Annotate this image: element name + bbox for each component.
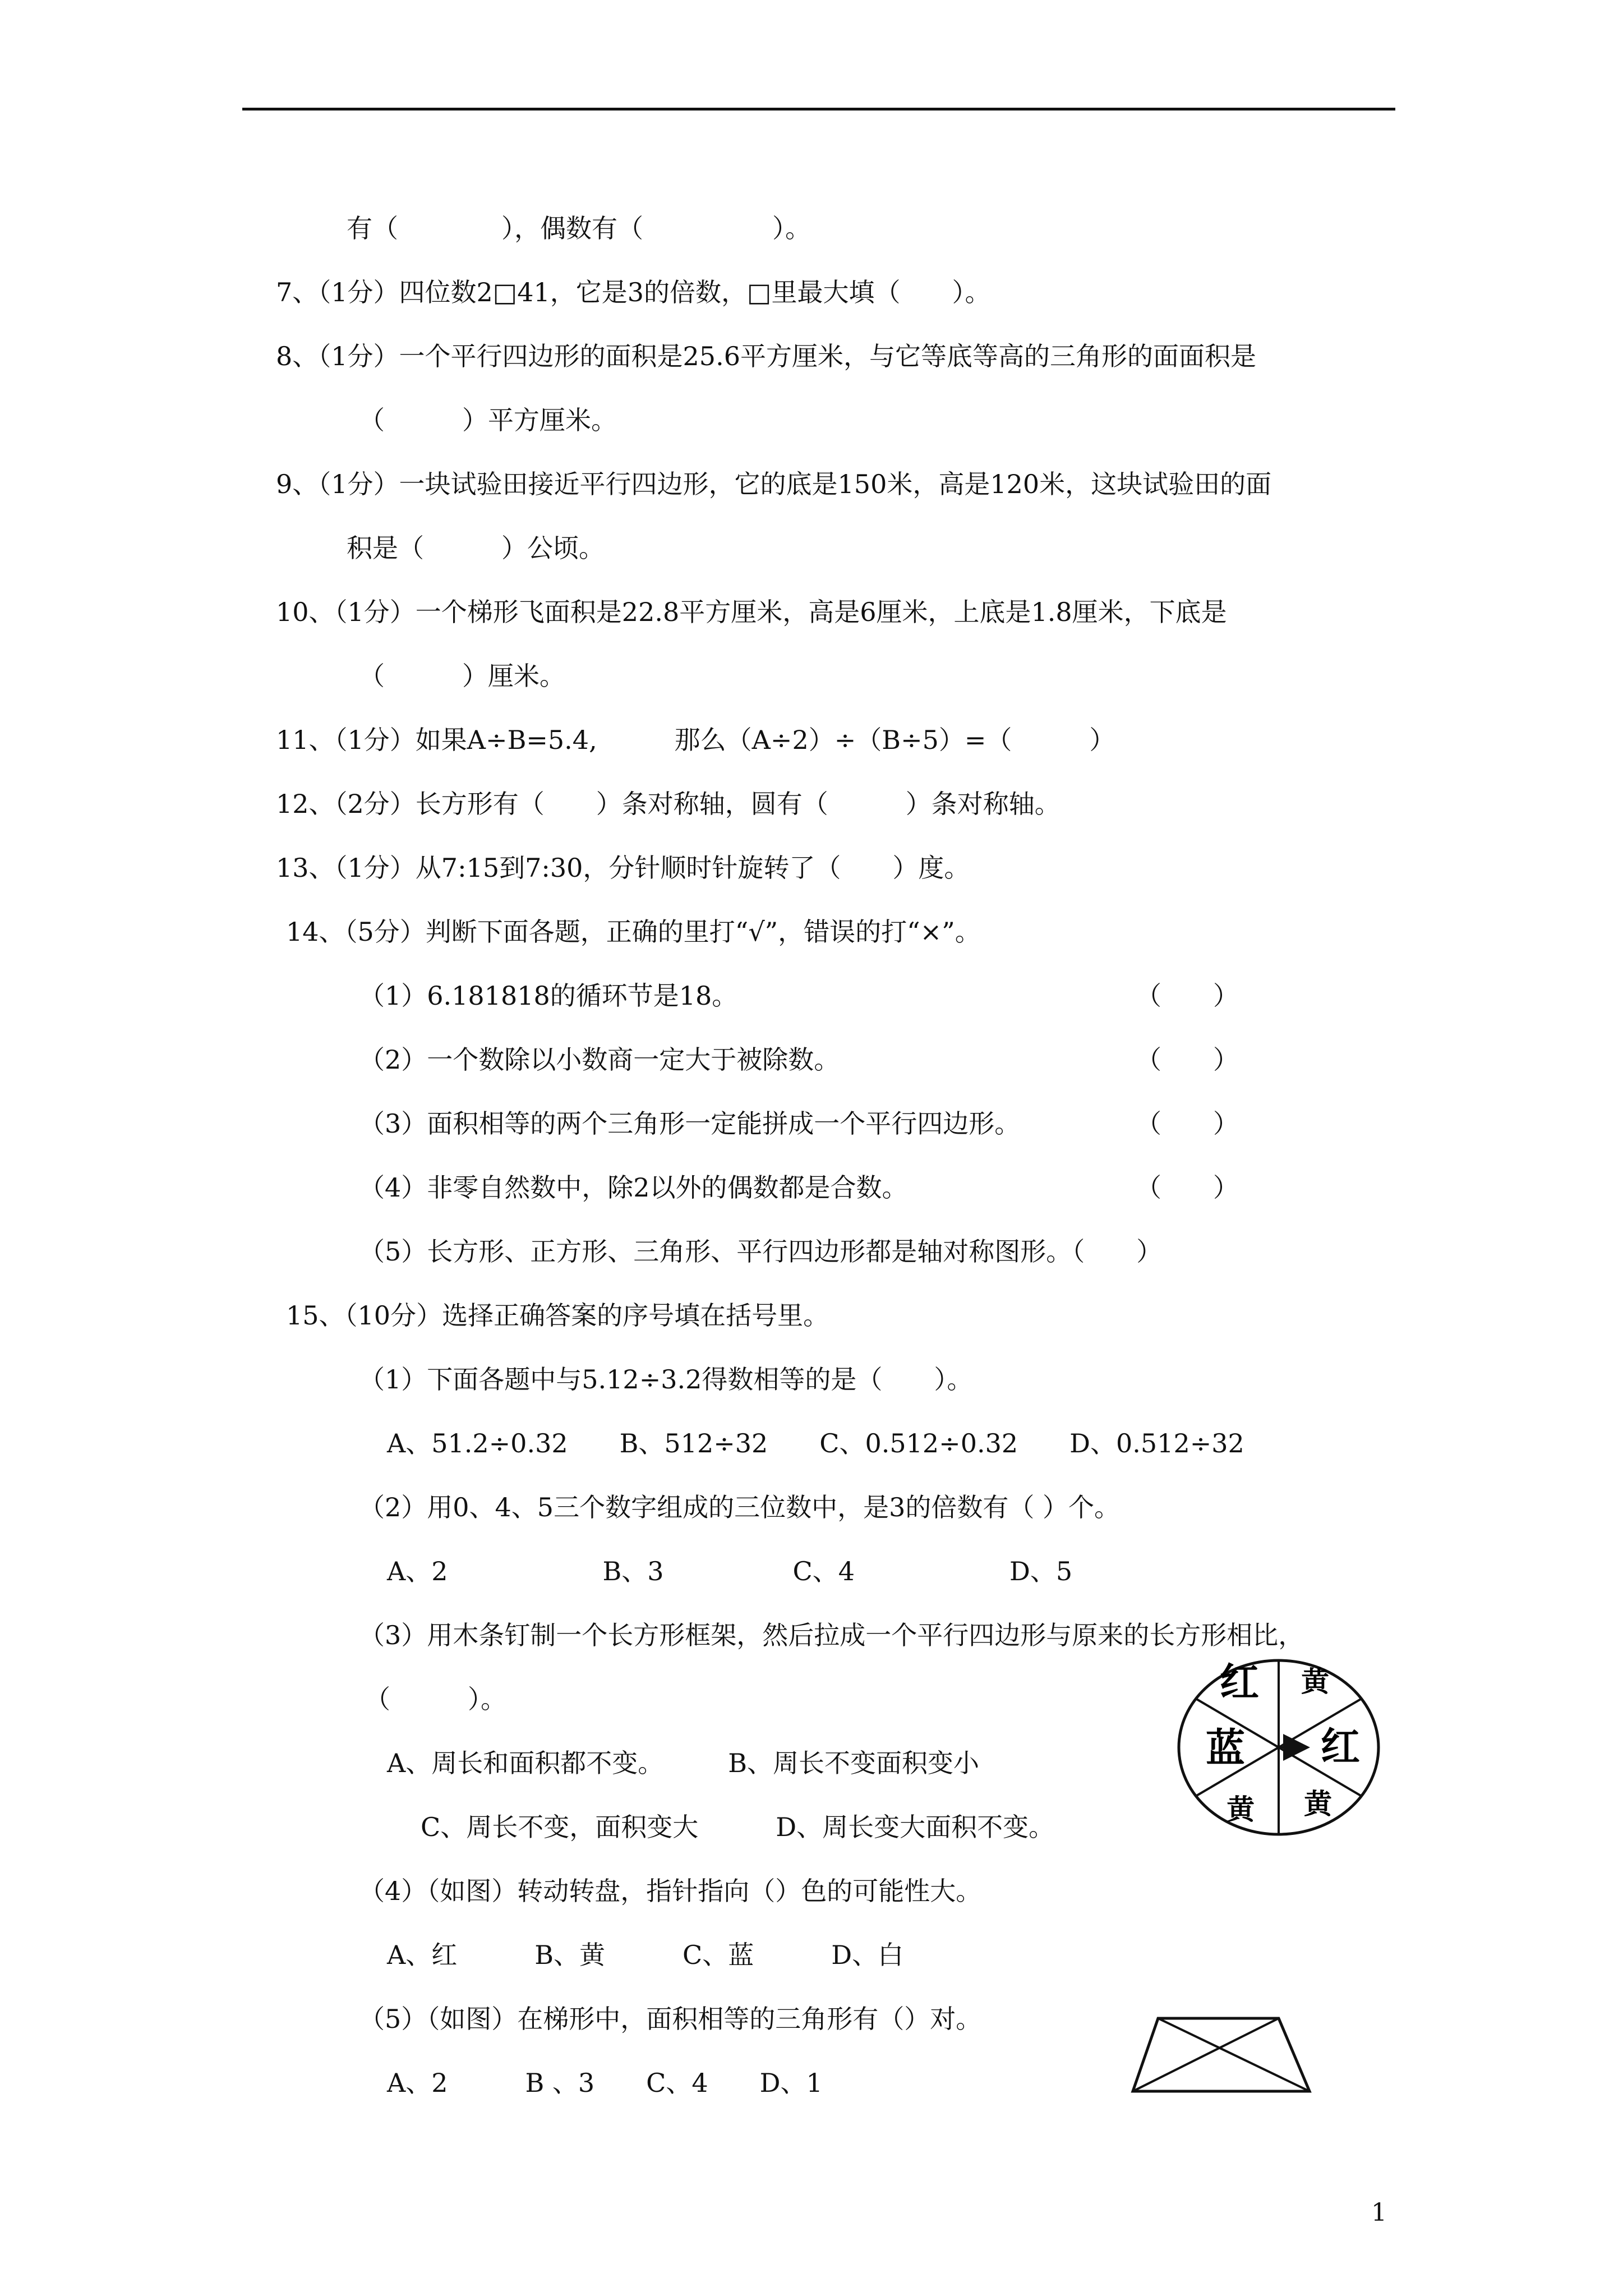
choice-item-5: （5）（如图）在梯形中，面积相等的三角形有（）对。 [359, 2004, 982, 2034]
spinner-label-blue: 蓝 [1206, 1724, 1245, 1771]
judge-item-1-bracket: （ ） [1136, 981, 1239, 1011]
judge-item-4-bracket: （ ） [1136, 1172, 1239, 1203]
trapezoid-figure [1130, 2014, 1321, 2098]
question-14: 14、（5分）判断下面各题，正确的里打“√”，错误的打“×”。 [286, 917, 981, 947]
trapezoid-outline [1133, 2018, 1310, 2091]
choice-item-4: （4）（如图）转动转盘，指针指向（）色的可能性大。 [359, 1876, 982, 1906]
judge-item-2-bracket: （ ） [1136, 1045, 1239, 1075]
spinner-figure [1172, 1652, 1385, 1843]
question-8: 8、（1分）一个平行四边形的面积是25.6平方厘米，与它等底等高的三角形的面面积是 [276, 341, 1256, 371]
question-12: 12、（2分）长方形有（ ）条对称轴，圆有（ ）条对称轴。 [276, 789, 1061, 819]
spinner-label-yellow-bottom-left: 黄 [1227, 1793, 1255, 1826]
judge-item-3-bracket: （ ） [1136, 1108, 1239, 1139]
trapezoid-diagonal [1158, 2018, 1310, 2091]
choice-item-4-options: A、红 B、黄 C、蓝 D、白 [387, 1940, 904, 1970]
spinner-label-red-top: 红 [1220, 1659, 1259, 1705]
judge-item-1: （1）6.181818的循环节是18。 [359, 981, 738, 1011]
choice-item-2-options: A、2 B、3 C、4 D、5 [387, 1556, 1073, 1586]
question-7: 7、（1分）四位数2□41，它是3的倍数，□里最大填（ ）。 [276, 277, 991, 307]
spinner-label-red-right: 红 [1321, 1723, 1360, 1770]
choice-item-1: （1）下面各题中与5.12÷3.2得数相等的是（ ）。 [359, 1364, 973, 1395]
question-13: 13、（1分）从7:15到7:30，分针顺时针旋转了（ ）度。 [276, 853, 970, 883]
choice-item-3: （3）用木条钉制一个长方形框架，然后拉成一个平行四边形与原来的长方形相比， [359, 1620, 1304, 1650]
header-rule [242, 108, 1395, 111]
judge-item-5: （5）长方形、正方形、三角形、平行四边形都是轴对称图形。（ ） [359, 1236, 1163, 1267]
judge-item-2: （2）一个数除以小数商一定大于被除数。 [359, 1045, 840, 1075]
question-9: 9、（1分）一块试验田接近平行四边形，它的底是150米，高是120米，这块试验田的面 [276, 469, 1272, 499]
choice-item-1-options: A、51.2÷0.32 B、512÷32 C、0.512÷0.32 D、0.512÷32 [387, 1428, 1244, 1458]
judge-item-3: （3）面积相等的两个三角形一定能拼成一个平行四边形。 [359, 1108, 1021, 1139]
question-10-continuation: （ ）厘米。 [359, 661, 565, 691]
choice-item-3-continuation: （ ）。 [365, 1684, 506, 1714]
choice-item-5-options: A、2 B 、3 C、4 D、1 [387, 2068, 823, 2098]
choice-item-3-options-cd: C、周长不变，面积变大 D、周长变大面积不变。 [421, 1812, 1055, 1842]
question-8-continuation: （ ）平方厘米。 [359, 405, 617, 435]
judge-item-4: （4）非零自然数中，除2以外的偶数都是合数。 [359, 1172, 908, 1203]
question-15: 15、（10分）选择正确答案的序号填在括号里。 [286, 1300, 829, 1331]
q6-continuation: 有（ ），偶数有（ ）。 [347, 213, 811, 243]
spinner-label-yellow-bottom-right: 黄 [1304, 1787, 1332, 1820]
question-9-continuation: 积是（ ）公顷。 [347, 533, 605, 563]
question-11: 11、（1分）如果A÷B=5.4, 那么（A÷2）÷（B÷5）=（ ） [276, 725, 1115, 755]
choice-item-3-options-ab: A、周长和面积都不变。 B、周长不变面积变小 [387, 1748, 980, 1778]
spinner-label-yellow-top: 黄 [1301, 1665, 1329, 1698]
choice-item-2: （2）用0、4、5三个数字组成的三位数中，是3的倍数有（ ）个。 [359, 1492, 1120, 1522]
question-10: 10、（1分）一个梯形飞面积是22.8平方厘米，高是6厘米，上底是1.8厘米，下底是 [276, 597, 1227, 627]
page-number: 1 [1371, 2198, 1387, 2227]
